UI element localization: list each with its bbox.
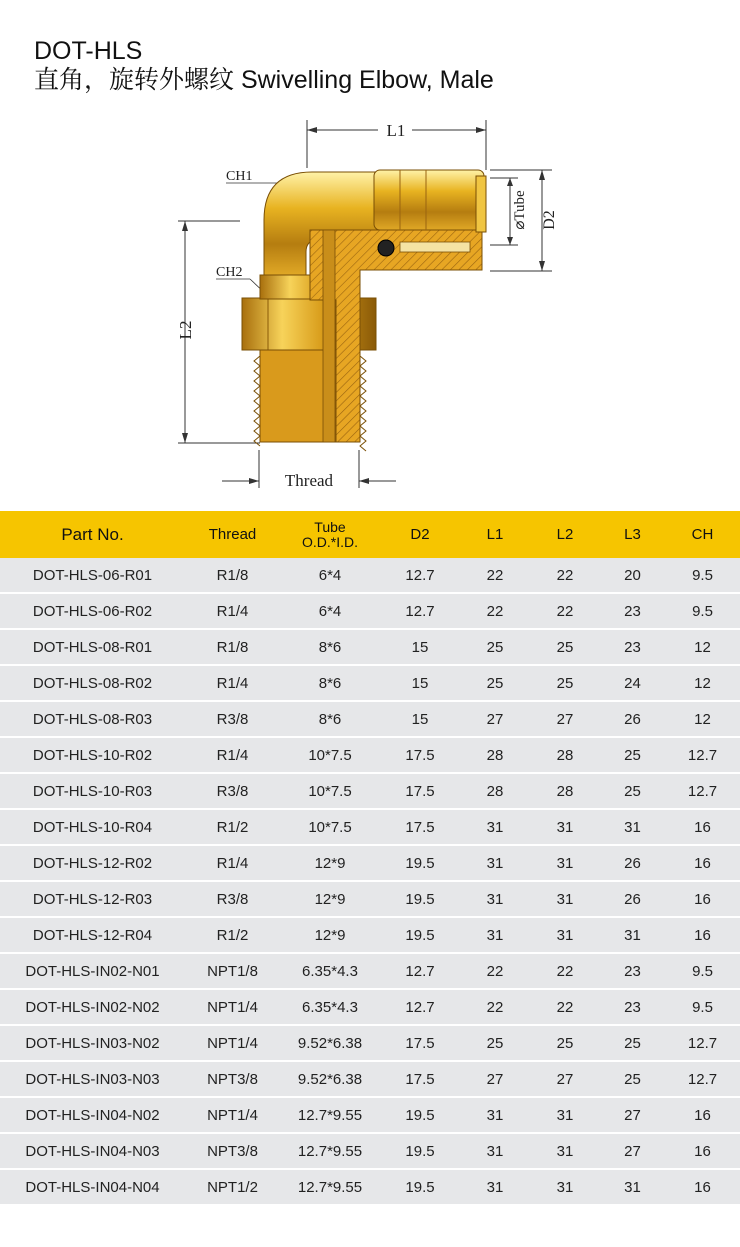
cell-tube: 6*4 [318, 602, 342, 620]
cell-l1: 25 [486, 674, 504, 692]
cell-thread: R3/8 [216, 710, 249, 728]
cell-part-no: DOT-HLS-IN02-N01 [25, 962, 160, 980]
cell-l3: 27 [624, 1106, 641, 1124]
cell-l1: 22 [486, 566, 504, 584]
cell-thread: R1/4 [216, 674, 249, 692]
cell-l3: 26 [624, 890, 641, 908]
cell-l3: 26 [624, 710, 641, 728]
header-d2: D2 [410, 526, 430, 543]
cell-l2: 22 [556, 602, 574, 620]
cell-part-no: DOT-HLS-06-R01 [32, 566, 153, 584]
cell-thread: NPT3/8 [207, 1070, 258, 1088]
cell-tube: 8*6 [318, 674, 342, 692]
header-tube-line2: O.D.*I.D. [301, 533, 358, 550]
cell-l3: 25 [624, 1034, 641, 1052]
cell-l2: 25 [556, 638, 574, 656]
cell-l3: 20 [624, 566, 641, 584]
cell-thread: NPT3/8 [207, 1142, 258, 1160]
cell-tube: 6.35*4.3 [302, 962, 358, 980]
cell-l1: 31 [486, 1142, 504, 1160]
cell-ch: 16 [694, 926, 711, 944]
fitting-drawing [160, 110, 580, 500]
cell-part-no: DOT-HLS-IN03-N02 [25, 1034, 160, 1052]
cell-ch: 12.7 [687, 1034, 718, 1052]
cell-d2: 17.5 [405, 746, 435, 764]
cell-thread: NPT1/4 [207, 1034, 258, 1052]
table-header-row [0, 511, 740, 558]
cell-ch: 9.5 [692, 998, 713, 1016]
cell-l1: 31 [486, 1106, 504, 1124]
cell-l2: 31 [556, 890, 574, 908]
cell-tube: 9.52*6.38 [297, 1070, 363, 1088]
specifications-table [0, 511, 740, 1204]
cell-tube: 9.52*6.38 [297, 1034, 363, 1052]
d2-label: D2 [541, 210, 558, 230]
ch1-label: CH1 [226, 169, 253, 184]
cell-l1: 27 [486, 710, 504, 728]
cell-l3: 23 [624, 962, 641, 980]
product-description: 直角，旋转外螺纹 Swivelling Elbow, Male [34, 66, 494, 94]
cell-l1: 28 [486, 782, 504, 800]
table-row [0, 702, 740, 736]
table-row [0, 954, 740, 988]
cell-tube: 6.35*4.3 [302, 998, 358, 1016]
cell-part-no: DOT-HLS-12-R04 [32, 926, 153, 944]
thread-label: Thread [284, 471, 334, 490]
cell-l1: 25 [486, 638, 504, 656]
cell-l2: 27 [556, 710, 574, 728]
table-row [0, 1098, 740, 1132]
cell-ch: 12.7 [687, 746, 718, 764]
cell-thread: R1/4 [216, 746, 249, 764]
l1-label: L1 [386, 121, 406, 140]
table-row [0, 1134, 740, 1168]
cell-l2: 22 [556, 962, 574, 980]
cell-part-no: DOT-HLS-10-R02 [32, 746, 153, 764]
cell-d2: 17.5 [405, 1070, 435, 1088]
cell-ch: 12.7 [687, 1070, 718, 1088]
cell-l2: 25 [556, 1034, 574, 1052]
cell-part-no: DOT-HLS-IN04-N02 [25, 1106, 160, 1124]
table-row [0, 1062, 740, 1096]
cell-d2: 12.7 [405, 962, 435, 980]
cell-l3: 23 [624, 638, 641, 656]
cell-d2: 19.5 [405, 1106, 435, 1124]
ch2-label: CH2 [216, 265, 243, 280]
cell-part-no: DOT-HLS-08-R03 [32, 710, 153, 728]
cell-d2: 17.5 [405, 1034, 435, 1052]
cell-tube: 10*7.5 [308, 746, 352, 764]
cell-ch: 16 [694, 1178, 711, 1196]
cell-l1: 22 [486, 998, 504, 1016]
cell-tube: 12.7*9.55 [297, 1178, 363, 1196]
l2-label: L2 [176, 320, 195, 340]
cell-thread: NPT1/2 [207, 1178, 258, 1196]
cell-part-no: DOT-HLS-IN03-N03 [25, 1070, 160, 1088]
cell-part-no: DOT-HLS-10-R03 [32, 782, 153, 800]
cell-l2: 31 [556, 818, 574, 836]
cell-part-no: DOT-HLS-06-R02 [32, 602, 153, 620]
cell-thread: R1/2 [216, 818, 249, 836]
cell-ch: 12.7 [687, 782, 718, 800]
cell-d2: 12.7 [405, 602, 435, 620]
cell-l2: 22 [556, 998, 574, 1016]
cell-l2: 31 [556, 1178, 574, 1196]
cell-part-no: DOT-HLS-IN04-N03 [25, 1142, 160, 1160]
table-row [0, 738, 740, 772]
cell-l3: 31 [624, 818, 641, 836]
cell-l2: 25 [556, 674, 574, 692]
cell-l1: 25 [486, 1034, 504, 1052]
cell-ch: 16 [694, 854, 711, 872]
cell-part-no: DOT-HLS-12-R02 [32, 854, 153, 872]
cell-l3: 27 [624, 1142, 641, 1160]
cell-l1: 27 [486, 1070, 504, 1088]
cell-ch: 12 [694, 710, 711, 728]
cell-l1: 31 [486, 854, 504, 872]
table-row [0, 882, 740, 916]
cell-ch: 9.5 [692, 602, 713, 620]
cell-l2: 31 [556, 1142, 574, 1160]
cell-ch: 9.5 [692, 566, 713, 584]
cell-d2: 19.5 [405, 890, 435, 908]
cell-thread: R3/8 [216, 782, 249, 800]
table-row [0, 774, 740, 808]
cell-l1: 22 [486, 962, 504, 980]
cell-l1: 22 [486, 602, 504, 620]
cell-l3: 25 [624, 1070, 641, 1088]
tube-label: ⌀Tube [512, 190, 528, 230]
cell-l1: 31 [486, 1178, 504, 1196]
cell-l3: 23 [624, 998, 641, 1016]
cell-thread: NPT1/4 [207, 998, 258, 1016]
table-row [0, 918, 740, 952]
cell-l3: 31 [624, 1178, 641, 1196]
cell-part-no: DOT-HLS-10-R04 [32, 818, 153, 836]
header-thread: Thread [208, 526, 257, 543]
cell-part-no: DOT-HLS-12-R03 [32, 890, 153, 908]
cell-l1: 31 [486, 890, 504, 908]
cell-ch: 9.5 [692, 962, 713, 980]
table-row [0, 666, 740, 700]
cell-l3: 25 [624, 746, 641, 764]
cell-l3: 31 [624, 926, 641, 944]
header-tube [280, 511, 380, 558]
header-l2: L2 [556, 526, 574, 543]
cell-l1: 31 [486, 926, 504, 944]
table-row [0, 990, 740, 1024]
table-row [0, 594, 740, 628]
cell-tube: 10*7.5 [308, 818, 352, 836]
cell-ch: 12 [694, 638, 711, 656]
cell-tube: 8*6 [318, 710, 342, 728]
table-row [0, 1170, 740, 1204]
cell-l2: 28 [556, 746, 574, 764]
cell-ch: 16 [694, 1142, 711, 1160]
cell-tube: 12*9 [314, 854, 346, 872]
header-l1: L1 [486, 526, 504, 543]
cell-tube: 8*6 [318, 638, 342, 656]
cell-d2: 17.5 [405, 782, 435, 800]
cell-ch: 12 [694, 674, 711, 692]
table-row [0, 630, 740, 664]
cell-l3: 26 [624, 854, 641, 872]
cell-l3: 24 [624, 674, 641, 692]
cell-tube: 6*4 [318, 566, 342, 584]
cell-l3: 23 [624, 602, 641, 620]
cell-part-no: DOT-HLS-IN04-N04 [25, 1178, 160, 1196]
cell-l2: 22 [556, 566, 574, 584]
cell-thread: R1/4 [216, 602, 249, 620]
cell-l1: 28 [486, 746, 504, 764]
cell-d2: 19.5 [405, 854, 435, 872]
cell-l1: 31 [486, 818, 504, 836]
cell-d2: 15 [411, 638, 429, 656]
cell-d2: 12.7 [405, 998, 435, 1016]
cell-part-no: DOT-HLS-IN02-N02 [25, 998, 160, 1016]
cell-part-no: DOT-HLS-08-R02 [32, 674, 153, 692]
cell-d2: 15 [411, 674, 429, 692]
cell-l2: 28 [556, 782, 574, 800]
cell-thread: R1/2 [216, 926, 249, 944]
cell-l2: 27 [556, 1070, 574, 1088]
header-part-no: Part No. [61, 524, 124, 544]
cell-l2: 31 [556, 926, 574, 944]
cell-ch: 16 [694, 818, 711, 836]
cell-ch: 16 [694, 1106, 711, 1124]
table-row [0, 846, 740, 880]
cell-tube: 10*7.5 [308, 782, 352, 800]
cell-d2: 15 [411, 710, 429, 728]
table-row [0, 810, 740, 844]
cell-part-no: DOT-HLS-08-R01 [32, 638, 153, 656]
cell-d2: 12.7 [405, 566, 435, 584]
cell-thread: R3/8 [216, 890, 249, 908]
cell-tube: 12.7*9.55 [297, 1106, 363, 1124]
cell-thread: NPT1/4 [207, 1106, 258, 1124]
cell-tube: 12*9 [314, 890, 346, 908]
cell-tube: 12*9 [314, 926, 346, 944]
cell-l3: 25 [624, 782, 641, 800]
table-row [0, 1026, 740, 1060]
header-l3: L3 [624, 526, 641, 543]
table-row [0, 558, 740, 592]
cell-thread: R1/4 [216, 854, 249, 872]
cell-d2: 19.5 [405, 1142, 435, 1160]
cell-thread: R1/8 [216, 566, 249, 584]
cell-d2: 17.5 [405, 818, 435, 836]
cell-d2: 19.5 [405, 926, 435, 944]
header-ch: CH [691, 526, 714, 543]
product-code: DOT-HLS [34, 37, 143, 65]
cell-ch: 16 [694, 890, 711, 908]
cell-l2: 31 [556, 854, 574, 872]
cell-d2: 19.5 [405, 1178, 435, 1196]
cell-thread: R1/8 [216, 638, 249, 656]
header-tube-line1: Tube [314, 518, 346, 535]
cell-thread: NPT1/8 [207, 962, 258, 980]
cell-l2: 31 [556, 1106, 574, 1124]
cell-tube: 12.7*9.55 [297, 1142, 363, 1160]
